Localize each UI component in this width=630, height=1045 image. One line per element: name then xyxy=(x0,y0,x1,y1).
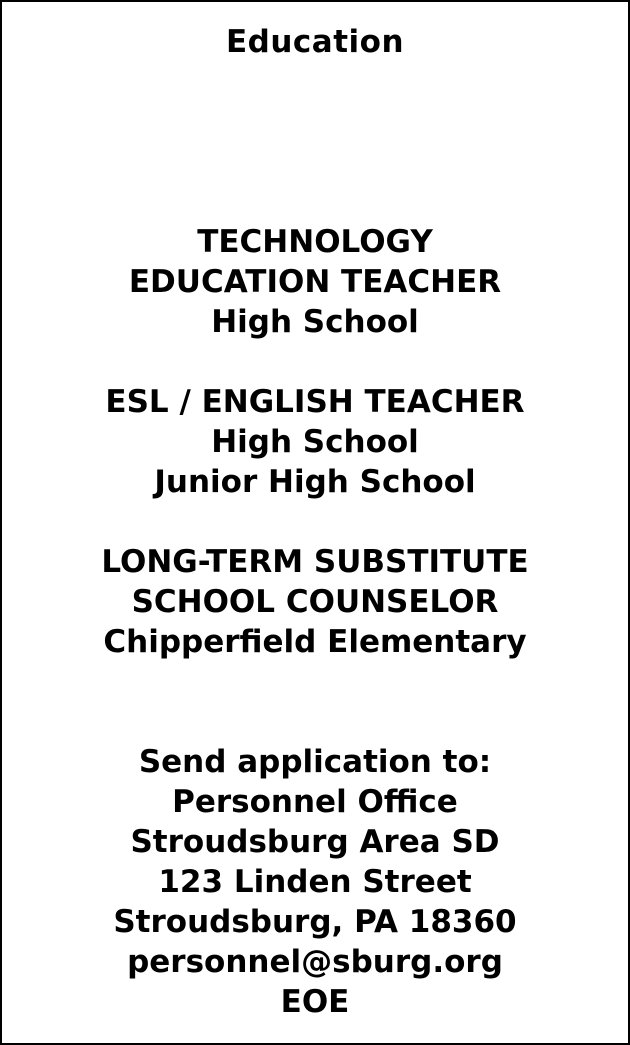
section-heading: Education xyxy=(225,24,405,60)
position-title-line: LONG-TERM SUBSTITUTE xyxy=(101,544,529,580)
street-address: 123 Linden Street xyxy=(158,864,472,900)
position-school-line: High School xyxy=(211,424,419,460)
position-title-line: EDUCATION TEACHER xyxy=(128,264,502,300)
office-name: Personnel Office xyxy=(172,784,458,820)
spacer xyxy=(2,502,628,542)
position-title-line: TECHNOLOGY xyxy=(197,224,433,260)
application-intro: Send application to: xyxy=(138,744,492,780)
position-technology xyxy=(2,222,628,342)
spacer xyxy=(2,342,628,382)
position-school-line: Junior High School xyxy=(154,464,476,500)
position-title-line: ESL / ENGLISH TEACHER xyxy=(105,384,525,420)
district-name: Stroudsburg Area SD xyxy=(130,824,500,860)
spacer xyxy=(2,662,628,742)
position-long-term-substitute xyxy=(2,542,628,662)
position-title-line: SCHOOL COUNSELOR xyxy=(131,584,499,620)
position-school-line: Chipperfield Elementary xyxy=(103,624,527,660)
position-school-line: High School xyxy=(211,304,419,340)
ad-body xyxy=(2,222,628,1022)
city-state-zip: Stroudsburg, PA 18360 xyxy=(113,904,517,940)
email-address[interactable]: personnel@sburg.org xyxy=(127,944,503,980)
position-esl-english xyxy=(2,382,628,502)
application-info xyxy=(2,742,628,1022)
eoe-notice: EOE xyxy=(280,984,350,1020)
